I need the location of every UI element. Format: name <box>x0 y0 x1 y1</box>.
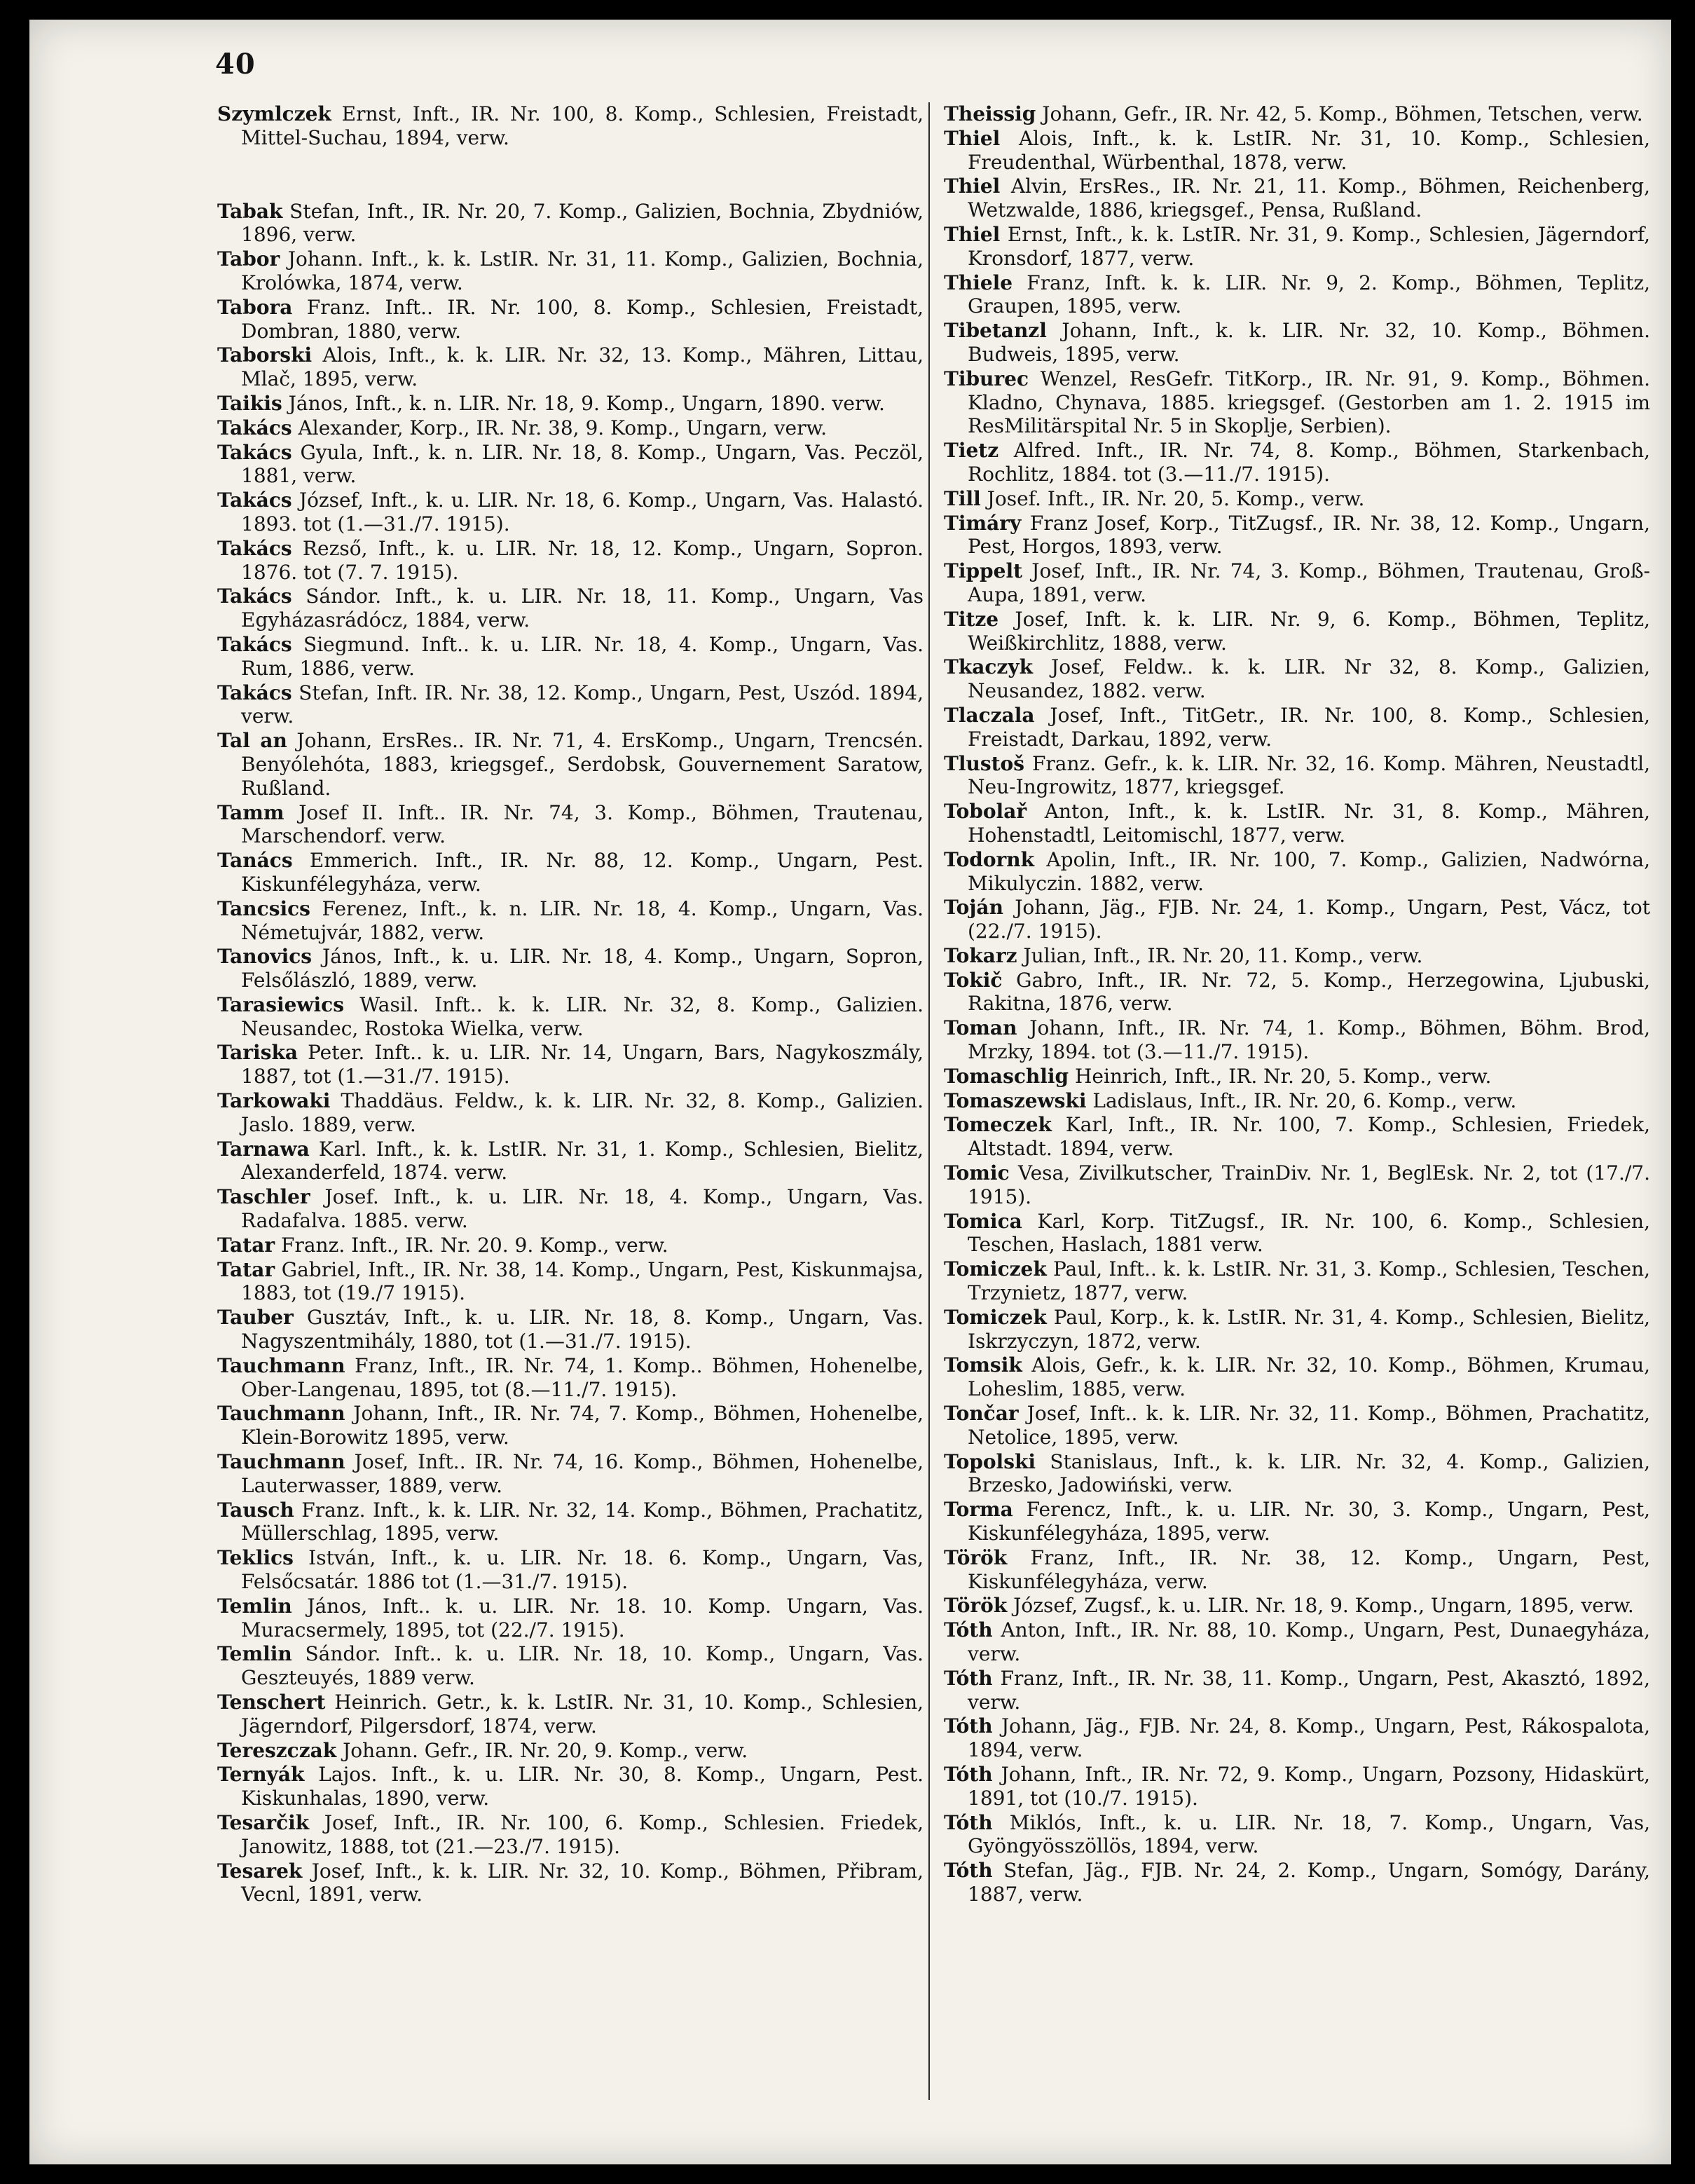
list-entry <box>944 439 1650 486</box>
entry-details: Alois, Gefr., k. k. LIR. Nr. 32, 10. Komp., Böhmen, Krumau, Loheslim, 1885, verw. <box>968 1353 1650 1401</box>
entry-details: István, Inft., k. u. LIR. Nr. 18. 6. Komp., Ungarn, Vas, Felsőcsatár. 1886 tot (1.—31./7. 1915). <box>241 1546 924 1594</box>
entry-details: Sándor. Inft., k. u. LIR. Nr. 18, 11. Komp., Ungarn, Vas Egyházasrádócz, 1884, verw. <box>241 585 924 632</box>
entry-details: Johann, ErsRes.. IR. Nr. 71, 4. ErsKomp., Ungarn, Trencsén. Benyólehóta, 1883, kriegsgef., Serdobsk, Gouvernement Saratow, Rußland. <box>241 729 924 800</box>
entry-details: Lajos. Inft., k. u. LIR. Nr. 30, 8. Komp., Ungarn, Pest. Kiskunhalas, 1890, verw. <box>241 1763 924 1810</box>
entry-details: Apolin, Inft., IR. Nr. 100, 7. Komp., Galizien, Nadwórna, Mikulyczin. 1882, verw. <box>968 847 1650 895</box>
entry-details: Gabro, Inft., IR. Nr. 72, 5. Komp., Herzegowina, Ljubuski, Rakitna, 1876, verw. <box>968 968 1650 1016</box>
entry-surname: Thiele <box>944 271 1013 294</box>
entry-surname: Tabor <box>217 247 280 271</box>
list-entry <box>944 1306 1650 1353</box>
list-entry <box>217 897 924 945</box>
entry-details: József, Inft., k. u. LIR. Nr. 18, 6. Komp., Ungarn, Vas. Halastó. 1893. tot (1.—31./7. 1915). <box>241 489 924 535</box>
entry-details: Karl. Inft., k. k. LstIR. Nr. 31, 1. Komp., Schlesien, Bielitz, Alexanderfeld, 1874. verw. <box>241 1137 924 1185</box>
entry-details: Josef, Inft.. k. k. LIR. Nr. 32, 11. Komp., Böhmen, Prachatitz, Netolice, 1895, verw. <box>968 1402 1650 1449</box>
list-entry <box>217 1306 924 1353</box>
entry-surname: Tauchmann <box>217 1353 345 1377</box>
entry-details: Franz. Inft., IR. Nr. 20. 9. Komp., verw. <box>275 1233 668 1257</box>
list-entry <box>944 367 1650 438</box>
entry-details: Karl, Korp. TitZugsf., IR. Nr. 100, 6. Komp., Schlesien, Teschen, Haslach, 1881 verw. <box>968 1209 1650 1257</box>
entry-surname: Tomiczek <box>944 1257 1047 1281</box>
entry-surname: Theissig <box>944 102 1036 125</box>
list-entry <box>217 681 924 729</box>
entry-details: Stefan, Jäg., FJB. Nr. 24, 2. Komp., Ungarn, Somógy, Darány, 1887, verw. <box>968 1859 1650 1906</box>
entry-surname: Tietz <box>944 439 999 463</box>
list-entry <box>944 1210 1650 1257</box>
entry-details: Johann, Gefr., IR. Nr. 42, 5. Komp., Böhmen, Tetschen, verw. <box>1036 102 1643 125</box>
entry-details: Ferencz, Inft., k. u. LIR. Nr. 30, 3. Komp., Ungarn, Pest, Kiskunfélegyháza, 1895, verw. <box>968 1498 1650 1545</box>
entry-surname: Taschler <box>217 1185 310 1209</box>
list-entry <box>217 1595 924 1642</box>
entry-surname: Szymlczek <box>217 102 331 125</box>
list-entry <box>217 1691 924 1738</box>
list-entry <box>217 1185 924 1233</box>
entry-surname: Tibetanzl <box>944 319 1047 343</box>
list-entry <box>217 1354 924 1402</box>
list-entry <box>944 1450 1650 1498</box>
list-entry <box>217 296 924 343</box>
entry-details: Paul, Inft.. k. k. LstIR. Nr. 31, 3. Komp., Schlesien, Teschen, Trzynietz, 1877, verw. <box>968 1257 1650 1305</box>
entry-details: Paul, Korp., k. k. LstIR. Nr. 31, 4. Komp., Schlesien, Bielitz, Iskrzyczyn, 1872, verw. <box>968 1305 1650 1353</box>
entry-surname: Till <box>944 486 981 510</box>
list-entry <box>944 1402 1650 1449</box>
entry-details: Johann, Inft., IR. Nr. 72, 9. Komp., Ungarn, Pozsony, Hidaskürt, 1891, tot (10./7. 1915). <box>968 1762 1650 1810</box>
list-entry <box>944 127 1650 175</box>
entry-details: Ernst, Inft., k. k. LstIR. Nr. 31, 9. Komp., Schlesien, Jägerndorf, Kronsdorf, 1877, verw. <box>968 222 1650 270</box>
entry-details: Johann, Inft., IR. Nr. 74, 1. Komp., Böhmen, Böhm. Brod, Mrzky, 1894. tot (3.—11./7. 1915). <box>968 1016 1650 1064</box>
entry-details: Gabriel, Inft., IR. Nr. 38, 14. Komp., Ungarn, Pest, Kiskunmajsa, 1883, tot (19./7 1915). <box>241 1257 924 1305</box>
entry-surname: Tončar <box>944 1402 1019 1426</box>
list-entry <box>217 247 924 295</box>
entry-surname: Tlaczala <box>944 703 1035 727</box>
entry-details: Johann, Jäg., FJB. Nr. 24, 8. Komp., Ungarn, Pest, Rákospalota, 1894, verw. <box>968 1714 1650 1762</box>
entry-surname: Takács <box>217 632 292 656</box>
list-entry <box>944 1089 1650 1113</box>
list-entry <box>217 1089 924 1137</box>
entry-surname: Tauber <box>217 1306 294 1330</box>
entry-details: Karl, Inft., IR. Nr. 100, 7. Komp., Schlesien, Friedek, Altstadt. 1894, verw. <box>968 1113 1650 1161</box>
entry-details: Johann, Inft., k. k. LIR. Nr. 32, 10. Komp., Böhmen. Budweis, 1895, verw. <box>968 319 1650 366</box>
list-entry <box>944 1763 1650 1810</box>
entry-details: Alois, Inft., k. k. LstIR. Nr. 31, 10. Komp., Schlesien, Freudenthal, Würbenthal, 1878, verw. <box>968 126 1650 174</box>
list-entry <box>217 1811 924 1859</box>
entry-surname: Tabora <box>217 295 293 319</box>
entry-surname: Tiburec <box>944 367 1029 390</box>
entry-surname: Tenschert <box>217 1691 326 1714</box>
list-entry <box>944 223 1650 271</box>
list-entry <box>944 1257 1650 1305</box>
entry-surname: Tlustoš <box>944 751 1024 775</box>
entry-surname: Tanács <box>217 849 293 873</box>
list-entry <box>944 319 1650 367</box>
list-entry <box>944 1498 1650 1545</box>
list-entry <box>944 1113 1650 1161</box>
entry-surname: Tomic <box>944 1161 1010 1185</box>
list-entry <box>217 1859 924 1907</box>
list-entry <box>944 1161 1650 1209</box>
entry-details: Siegmund. Inft.. k. u. LIR. Nr. 18, 4. Komp., Ungarn, Vas. Rum, 1886, verw. <box>241 632 924 680</box>
entry-surname: Tauchmann <box>217 1450 345 1474</box>
entry-details: Josef II. Inft.. IR. Nr. 74, 3. Komp., Böhmen, Trautenau, Marschendorf. verw. <box>241 800 924 848</box>
entry-surname: Takács <box>217 585 292 608</box>
entry-details: Alois, Inft., k. k. LIR. Nr. 32, 13. Komp., Mähren, Littau, Mlač, 1895, verw. <box>241 343 924 391</box>
list-entry <box>944 1594 1650 1618</box>
entry-details: Josef, Inft. k. k. LIR. Nr. 9, 6. Komp., Böhmen, Teplitz, Weißkirchlitz, 1888, verw. <box>968 607 1650 655</box>
list-entry <box>217 1402 924 1449</box>
entry-details: Rezső, Inft., k. u. LIR. Nr. 18, 12. Komp., Ungarn, Sopron. 1876. tot (7. 7. 1915). <box>241 536 924 584</box>
list-entry <box>217 489 924 536</box>
entry-surname: Tanovics <box>217 945 313 969</box>
list-entry <box>217 441 924 489</box>
list-entry <box>944 1618 1650 1666</box>
list-entry <box>217 1739 924 1763</box>
entry-surname: Takács <box>217 416 292 439</box>
list-entry <box>944 102 1650 126</box>
list-entry <box>944 608 1650 655</box>
entry-details: Josef, Inft., TitGetr., IR. Nr. 100, 8. Komp., Schlesien, Freistadt, Darkau, 1892, verw. <box>968 703 1650 751</box>
entry-details: Ladislaus, Inft., IR. Nr. 20, 6. Komp., verw. <box>1086 1088 1517 1112</box>
entry-surname: Tesarek <box>217 1859 303 1883</box>
entry-surname: Taborski <box>217 343 313 367</box>
entry-surname: Teklics <box>217 1546 294 1570</box>
list-entry <box>944 944 1650 968</box>
list-entry <box>944 704 1650 751</box>
entry-details: Wenzel, ResGefr. TitKorp., IR. Nr. 91, 9. Komp., Böhmen. Kladno, Chynava, 1885. kriegsgef. (Gestorben am 1. 2. 1915 im ResMilitärspital Nr. 5 in Skoplje, Serbien). <box>968 367 1650 438</box>
entry-details: Wasil. Inft.. k. k. LIR. Nr. 32, 8. Komp., Galizien. Neusandec, Rostoka Wielka, verw. <box>241 992 924 1040</box>
list-entry <box>944 487 1650 511</box>
list-entry <box>944 1667 1650 1714</box>
page-number: 40 <box>215 48 256 81</box>
list-entry <box>944 896 1650 943</box>
entry-surname: Tkaczyk <box>944 655 1033 679</box>
entry-surname: Tatar <box>217 1233 275 1257</box>
list-entry <box>217 1041 924 1088</box>
entry-surname: Tomica <box>944 1209 1022 1233</box>
list-entry <box>217 416 924 440</box>
list-entry <box>944 512 1650 559</box>
entry-surname: Toján <box>944 896 1003 920</box>
entry-surname: Tomaschlig <box>944 1064 1069 1088</box>
entry-details: Franz. Inft.. IR. Nr. 100, 8. Komp., Schlesien, Freistadt, Dombran, 1880, verw. <box>241 295 924 343</box>
list-entry <box>944 1016 1650 1064</box>
list-entry <box>217 392 924 416</box>
entry-surname: Tokič <box>944 968 1003 992</box>
entry-surname: Tóth <box>944 1666 993 1690</box>
list-entry <box>217 1763 924 1810</box>
entry-surname: Thiel <box>944 222 1001 246</box>
entry-details: Franz, Inft., IR. Nr. 74, 1. Komp.. Böhmen, Hohenelbe, Ober-Langenau, 1895, tot (8.—11./7. 1915). <box>241 1353 924 1401</box>
left-column <box>217 102 924 1907</box>
entry-surname: Tomaszewski <box>944 1088 1087 1112</box>
list-entry <box>944 1811 1650 1859</box>
list-entry <box>944 752 1650 800</box>
entry-surname: Tarasiewics <box>217 992 344 1016</box>
list-entry <box>944 559 1650 607</box>
list-entry <box>217 993 924 1041</box>
entry-details: Peter. Inft.. k. u. LIR. Nr. 14, Ungarn, Bars, Nagykoszmály, 1887, tot (1.—31./7. 1915). <box>241 1041 924 1088</box>
list-entry <box>944 848 1650 896</box>
entry-surname: Tóth <box>944 1810 993 1834</box>
entry-surname: Tobolař <box>944 800 1027 824</box>
list-entry <box>944 1353 1650 1401</box>
entry-details: József, Zugsf., k. u. LIR. Nr. 18, 9. Komp., Ungarn, 1895, verw. <box>1007 1594 1634 1618</box>
entry-details: Josef, Feldw.. k. k. LIR. Nr 32, 8. Komp., Galizien, Neusandez, 1882. verw. <box>968 655 1650 703</box>
entry-details: Josef, Inft., IR. Nr. 100, 6. Komp., Schlesien. Friedek, Janowitz, 1888, tot (21.—23./7. 1915). <box>241 1810 924 1858</box>
list-entry <box>217 343 924 391</box>
entry-surname: Temlin <box>217 1594 292 1618</box>
entry-details: Johann, Jäg., FJB. Nr. 24, 1. Komp., Ungarn, Pest, Vácz, tot (22./7. 1915). <box>968 896 1650 943</box>
entry-surname: Tabak <box>217 199 283 223</box>
list-entry <box>944 1859 1650 1906</box>
entry-surname: Tarkowaki <box>217 1089 331 1113</box>
entry-surname: Tomsik <box>944 1353 1022 1377</box>
entry-surname: Török <box>944 1545 1008 1569</box>
entry-surname: Thiel <box>944 175 1001 198</box>
entry-details: Stefan, Inft., IR. Nr. 20, 7. Komp., Galizien, Bochnia, Zbydniów, 1896, verw. <box>241 199 924 247</box>
entry-details: Josef, Inft., IR. Nr. 74, 3. Komp., Böhmen, Trautenau, Groß-Aupa, 1891, verw. <box>968 559 1650 606</box>
list-entry <box>217 1499 924 1546</box>
entry-details: Franz Josef, Korp., TitZugsf., IR. Nr. 38, 12. Komp., Ungarn, Pest, Horgos, 1893, verw. <box>968 511 1650 559</box>
entry-surname: Tal an <box>217 729 287 753</box>
list-entry <box>944 969 1650 1016</box>
list-entry <box>217 849 924 896</box>
entry-surname: Tippelt <box>944 559 1023 583</box>
list-entry <box>944 655 1650 703</box>
list-entry <box>944 1546 1650 1594</box>
entry-surname: Tarnawa <box>217 1137 310 1161</box>
entry-details: Alexander, Korp., IR. Nr. 38, 9. Komp., Ungarn, verw. <box>291 416 828 439</box>
entry-details: Josef. Inft., IR. Nr. 20, 5. Komp., verw. <box>980 486 1365 510</box>
list-entry <box>217 1450 924 1498</box>
entry-surname: Tóth <box>944 1618 993 1642</box>
entry-details: Franz, Inft., IR. Nr. 38, 11. Komp., Ungarn, Pest, Akasztó, 1892, verw. <box>968 1666 1650 1714</box>
entry-surname: Tesarčik <box>217 1810 310 1834</box>
list-entry <box>217 1642 924 1690</box>
entry-surname: Tausch <box>217 1498 294 1522</box>
entry-details: Franz, Inft., IR. Nr. 38, 12. Komp., Ungarn, Pest, Kiskunfélegyháza, verw. <box>968 1545 1650 1593</box>
entry-details: Johann. Inft., k. k. LstIR. Nr. 31, 11. Komp., Galizien, Bochnia, Krolówka, 1874, verw. <box>241 247 924 294</box>
entry-surname: Tomeczek <box>944 1113 1052 1137</box>
entry-details: Thaddäus. Feldw., k. k. LIR. Nr. 32, 8. Komp., Galizien. Jaslo. 1889, verw. <box>241 1089 924 1136</box>
right-column <box>944 102 1650 1907</box>
entry-surname: Török <box>944 1594 1008 1618</box>
entry-details: Vesa, Zivilkutscher, TrainDiv. Nr. 1, BeglEsk. Nr. 2, tot (17./7. 1915). <box>968 1161 1650 1208</box>
entry-surname: Timáry <box>944 511 1022 535</box>
entry-surname: Takács <box>217 681 292 704</box>
entry-details: Johann, Inft., IR. Nr. 74, 7. Komp., Böhmen, Hohenelbe, Klein-Borowitz 1895, verw. <box>241 1402 924 1449</box>
entry-details: Heinrich. Getr., k. k. LstIR. Nr. 31, 10. Komp., Schlesien, Jägerndorf, Pilgersdorf, 1874, verw. <box>241 1691 924 1738</box>
list-entry <box>217 1258 924 1306</box>
entry-details: Stefan, Inft. IR. Nr. 38, 12. Komp., Ungarn, Pest, Uszód. 1894, verw. <box>241 681 924 728</box>
entry-surname: Thiel <box>944 126 1001 150</box>
list-entry <box>217 200 924 247</box>
list-entry <box>217 1546 924 1594</box>
entry-details: Julian, Inft., IR. Nr. 20, 11. Komp., verw. <box>1017 943 1423 967</box>
entry-details: Johann. Gefr., IR. Nr. 20, 9. Komp., verw. <box>336 1738 748 1762</box>
entry-details: Heinrich, Inft., IR. Nr. 20, 5. Komp., verw. <box>1069 1064 1492 1088</box>
entry-details: János, Inft.. k. u. LIR. Nr. 18. 10. Komp. Ungarn, Vas. Muracsermely, 1895, tot (22./7. 1915). <box>241 1594 924 1642</box>
list-entry <box>217 1234 924 1257</box>
entry-details: Alvin, ErsRes., IR. Nr. 21, 11. Komp., Böhmen, Reichenberg, Wetzwalde, 1886, kriegsgef., Pensa, Rußland. <box>968 175 1650 222</box>
document-page <box>29 20 1671 2164</box>
entry-details: Miklós, Inft., k. u. LIR. Nr. 18, 7. Komp., Ungarn, Vas, Gyöngyösszöllös, 1894, verw. <box>968 1810 1650 1858</box>
entry-surname: Takács <box>217 489 292 512</box>
list-entry <box>217 729 924 800</box>
entry-details: Franz. Inft., k. k. LIR. Nr. 32, 14. Komp., Böhmen, Prachatitz, Müllerschlag, 1895, verw. <box>241 1498 924 1545</box>
entry-surname: Tóth <box>944 1762 993 1786</box>
entry-surname: Temlin <box>217 1642 292 1666</box>
entry-surname: Tóth <box>944 1714 993 1738</box>
entry-surname: Ternyák <box>217 1763 305 1787</box>
list-entry <box>944 1065 1650 1088</box>
entry-details: Gyula, Inft., k. n. LIR. Nr. 18, 8. Komp., Ungarn, Vas. Peczöl, 1881, verw. <box>241 440 924 488</box>
list-entry <box>217 945 924 992</box>
entry-surname: Taikis <box>217 391 282 415</box>
entry-surname: Titze <box>944 607 999 631</box>
entry-details: Alfred. Inft., IR. Nr. 74, 8. Komp., Böhmen, Starkenbach, Rochlitz, 1884. tot (3.—11./7. 1915). <box>968 439 1650 486</box>
entry-surname: Tauchmann <box>217 1402 345 1426</box>
entry-details: Josef, Inft.. IR. Nr. 74, 16. Komp., Böhmen, Hohenelbe, Lauterwasser, 1889, verw. <box>241 1450 924 1497</box>
entry-surname: Tariska <box>217 1041 298 1065</box>
entry-details: Gusztáv, Inft., k. u. LIR. Nr. 18, 8. Komp., Ungarn, Vas. Nagyszentmihály, 1880, tot (1.—31./7. 1915). <box>241 1306 924 1353</box>
entry-details: János, Inft., k. u. LIR. Nr. 18, 4. Komp., Ungarn, Sopron, Felsőlászló, 1889, verw. <box>241 945 924 992</box>
entry-details: Stanislaus, Inft., k. k. LIR. Nr. 32, 4. Komp., Galizien, Brzesko, Jadowiński, verw. <box>968 1449 1650 1497</box>
entry-surname: Todornk <box>944 847 1035 871</box>
list-entry <box>944 1714 1650 1762</box>
list-entry <box>217 633 924 681</box>
entry-details: Josef, Inft., k. k. LIR. Nr. 32, 10. Komp., Böhmen, Přibram, Vecnl, 1891, verw. <box>241 1859 924 1906</box>
entry-surname: Tokarz <box>944 943 1017 967</box>
list-entry <box>217 1138 924 1185</box>
list-entry <box>217 801 924 849</box>
list-entry <box>944 271 1650 319</box>
entry-surname: Torma <box>944 1498 1013 1522</box>
entry-surname: Takács <box>217 536 292 560</box>
entry-surname: Tancsics <box>217 896 310 920</box>
entry-details: Sándor. Inft.. k. u. LIR. Nr. 18, 10. Komp., Ungarn, Vas. Geszteuyés, 1889 verw. <box>241 1642 924 1690</box>
list-entry <box>217 585 924 632</box>
entry-details: Ferenez, Inft., k. n. LIR. Nr. 18, 4. Komp., Ungarn, Vas. Németujvár, 1882, verw. <box>241 896 924 944</box>
list-entry <box>944 800 1650 847</box>
entry-details: Emmerich. Inft., IR. Nr. 88, 12. Komp., Ungarn, Pest. Kiskunfélegyháza, verw. <box>241 849 924 896</box>
letter-gap <box>217 151 924 200</box>
entry-surname: Tatar <box>217 1257 275 1281</box>
entry-details: Anton, Inft., IR. Nr. 88, 10. Komp., Ungarn, Pest, Dunaegyháza, verw. <box>968 1618 1650 1665</box>
entry-details: János, Inft., k. n. LIR. Nr. 18, 9. Komp., Ungarn, 1890. verw. <box>282 391 885 415</box>
entry-surname: Tomiczek <box>944 1305 1047 1329</box>
entry-surname: Topolski <box>944 1449 1036 1473</box>
list-entry <box>217 102 924 150</box>
entry-details: Josef. Inft., k. u. LIR. Nr. 18, 4. Komp., Ungarn, Vas. Radafalva. 1885. verw. <box>241 1185 924 1233</box>
entry-surname: Tamm <box>217 800 284 824</box>
entry-surname: Toman <box>944 1016 1017 1040</box>
entry-details: Ernst, Inft., IR. Nr. 100, 8. Komp., Schlesien, Freistadt, Mittel-Suchau, 1894, verw. <box>241 102 924 149</box>
entry-surname: Takács <box>217 440 292 464</box>
column-divider <box>928 102 930 2100</box>
entry-details: Anton, Inft., k. k. LstIR. Nr. 31, 8. Komp., Mähren, Hohenstadtl, Leitomischl, 1877, verw. <box>968 800 1650 847</box>
list-entry <box>217 537 924 585</box>
list-entry <box>944 175 1650 222</box>
entry-details: Franz. Gefr., k. k. LIR. Nr. 32, 16. Komp. Mähren, Neustadtl, Neu-Ingrowitz, 1877, kriegsgef. <box>968 751 1650 799</box>
entry-surname: Tóth <box>944 1859 993 1883</box>
entry-surname: Tereszczak <box>217 1738 337 1762</box>
entry-details: Franz, Inft. k. k. LIR. Nr. 9, 2. Komp., Böhmen, Teplitz, Graupen, 1895, verw. <box>968 271 1650 318</box>
